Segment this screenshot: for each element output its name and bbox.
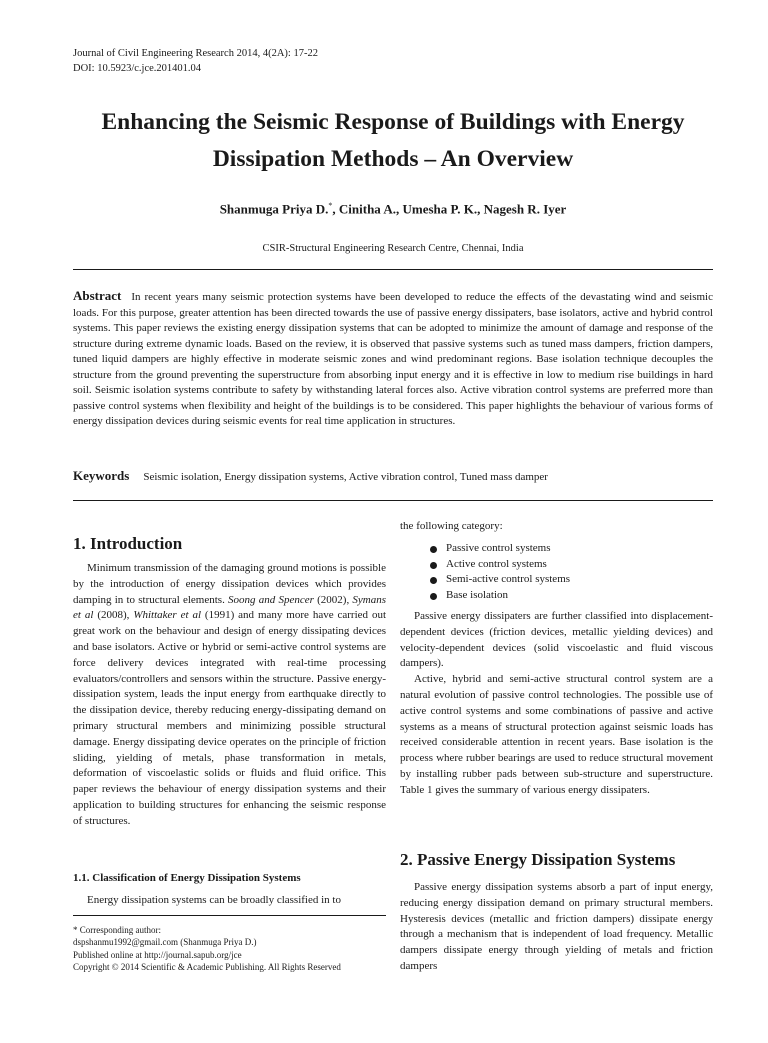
- doi-line: DOI: 10.5923/c.jce.201401.04: [73, 63, 202, 74]
- intro-text-b: (2002),: [313, 593, 353, 606]
- footnote-corresponding: * Corresponding author:: [73, 925, 161, 935]
- section-2-heading: 2. Passive Energy Dissipation Systems: [400, 850, 676, 869]
- intro-text: [73, 561, 386, 830]
- list-item: Semi-active control systems: [428, 572, 570, 588]
- list-item: Base isolation: [428, 588, 570, 604]
- classification-continued-text: the following category:: [400, 520, 503, 532]
- classification-paragraph: [73, 893, 386, 909]
- paper-title: [60, 104, 726, 178]
- footnotes: [73, 924, 393, 973]
- keywords-text: Seismic isolation, Energy dissipation systems, Active vibration control, Tuned mass damper: [143, 471, 548, 483]
- footnote-published: Published online at http://journal.sapub.org/jce: [73, 949, 242, 960]
- bullet-icon: [430, 577, 437, 584]
- abstract-block: [73, 288, 713, 430]
- bullet-icon: [430, 593, 437, 600]
- intro-text-c: (2008),: [93, 609, 134, 622]
- divider-top: [73, 269, 713, 270]
- bullet-icon: [430, 562, 437, 569]
- citation-whittaker: Whittaker et al: [133, 609, 202, 622]
- section-2-paragraph: [400, 880, 713, 975]
- passive-dissipaters-paragraph: [400, 609, 713, 799]
- citation-symans: Symans et al: [73, 593, 387, 622]
- keywords-heading: Keywords: [73, 468, 130, 483]
- author-list: [73, 201, 713, 217]
- classification-text: Energy dissipation systems can be broadly classified in to: [87, 894, 341, 906]
- active-hybrid-text: Active, hybrid and semi-active structural control system are a natural evolution of passive control technologies. The possible use of active control systems and some combinations of passive and active systems as a means of structural protection against seismic loads has received considerable attention in recent years. Base isolation is the process where rubber bearings are used to reduce structural movement by installing rubber pads between sub-structure and superstructure. Table 1 gives the summary of various energy dissipaters.: [400, 673, 713, 796]
- title-line-2: Dissipation Methods – An Overview: [212, 146, 574, 172]
- citation-soong: Soong and Spencer: [228, 593, 314, 606]
- intro-paragraph: [73, 561, 386, 830]
- footnote-copyright: Copyright © 2014 Scientific & Academic Publishing. All Rights Reserved: [73, 961, 341, 972]
- footnote-divider: [73, 915, 386, 916]
- intro-text-d: (1991) and many more have carried out great work on the behaviour and design of energy dissipating devices and base isolators. Active or hybrid or semi-active control systems are force delivery devices integrated with real-time processing evaluators/controllers and sensors within the structure. Passive energy-dissipation system, leads the input energy from earthquake directly to the dissipation device, thereby reducing energy-dissipating demand on primary structural members and minimizing possible structural damage. Energy dissipating device operates on the principle of friction sliding, yielding of metals, phase transformation in metals, deformation of viscoelastic solids or fluids and fluid orifice. This paper reviews the behaviour of energy dissipation systems and their application to building structures for enhancing the seismic response of structures.: [73, 609, 386, 827]
- abstract-text: In recent years many seismic protection systems have been developed to reduce the effects of the devastating wind and seismic loads. For this purpose, greater attention has been directed towards the use of passive energy dissipaters, base isolators, active and hybrid control systems. This paper reviews the existing energy dissipation systems that can be adopted to minimize the amount of damage and response of the structure during extreme dynamic loads. Based on the review, it is observed that passive systems such as tuned mass dampers, friction dampers, tuned liquid dampers are highly effective in moderate seismic zones and wind predominant regions. Base isolation technique decouples the structure from the ground preventing the superstructure from absorbing input energy and it is effective in low to medium rise buildings in hard soil. Seismic isolation systems contribute to safety by withstanding lateral forces also. Active vibration control systems are preferred more than passive control systems when flexibility and height of the buildings is to be considered. This paper highlights the behaviour of various forms of energy dissipation devices during seismic events for real time application in structures.: [73, 291, 713, 427]
- intro-text-a: Minimum transmission of the damaging ground motions is possible by the introduction of energy dissipation devices which provides damping in to structural elements.: [73, 562, 386, 606]
- section-1-heading: 1. Introduction: [73, 534, 183, 553]
- affiliation: CSIR-Structural Engineering Research Centre, Chennai, India: [262, 243, 524, 254]
- classification-continued: [400, 519, 713, 535]
- journal-citation: Journal of Civil Engineering Research 2014, 4(2A): 17-22: [73, 48, 318, 59]
- footnote-email: dspshanmu1992@gmail.com (Shanmuga Priya D.): [73, 937, 257, 948]
- author-first: Shanmuga Priya D.: [219, 201, 329, 217]
- section-2-text: Passive energy dissipation systems absorb a part of input energy, reducing energy dissipation demand on primary structural members. Hysteresis devices (metallic and friction dampers) dissipate energy through a mechanism that is independent of load frequency. Metallic dampers dissipate energy through yielding of metals and friction dampers: [400, 881, 713, 972]
- journal-header: [73, 46, 318, 76]
- classification-list: [428, 541, 570, 603]
- bullet-icon: [430, 546, 437, 553]
- list-item: Active control systems: [428, 557, 570, 573]
- divider-bottom: [73, 500, 713, 501]
- passive-dissipaters-text: Passive energy dissipaters are further classified into displacement-dependent devices (friction devices, metallic yielding devices) and velocity-dependent devices (solid viscoelastic and fluid viscous dampers).: [400, 610, 713, 670]
- author-rest: , Cinitha A., Umesha P. K., Nagesh R. Iyer: [332, 201, 567, 217]
- subsection-1-1-heading: 1.1. Classification of Energy Dissipation Systems: [73, 872, 301, 884]
- title-line-1: Enhancing the Seismic Response of Buildings with Energy: [101, 109, 685, 135]
- keywords-block: [73, 468, 713, 484]
- list-item: Passive control systems: [428, 541, 570, 557]
- corresponding-mark: *: [328, 201, 333, 210]
- abstract-heading: Abstract: [73, 288, 122, 303]
